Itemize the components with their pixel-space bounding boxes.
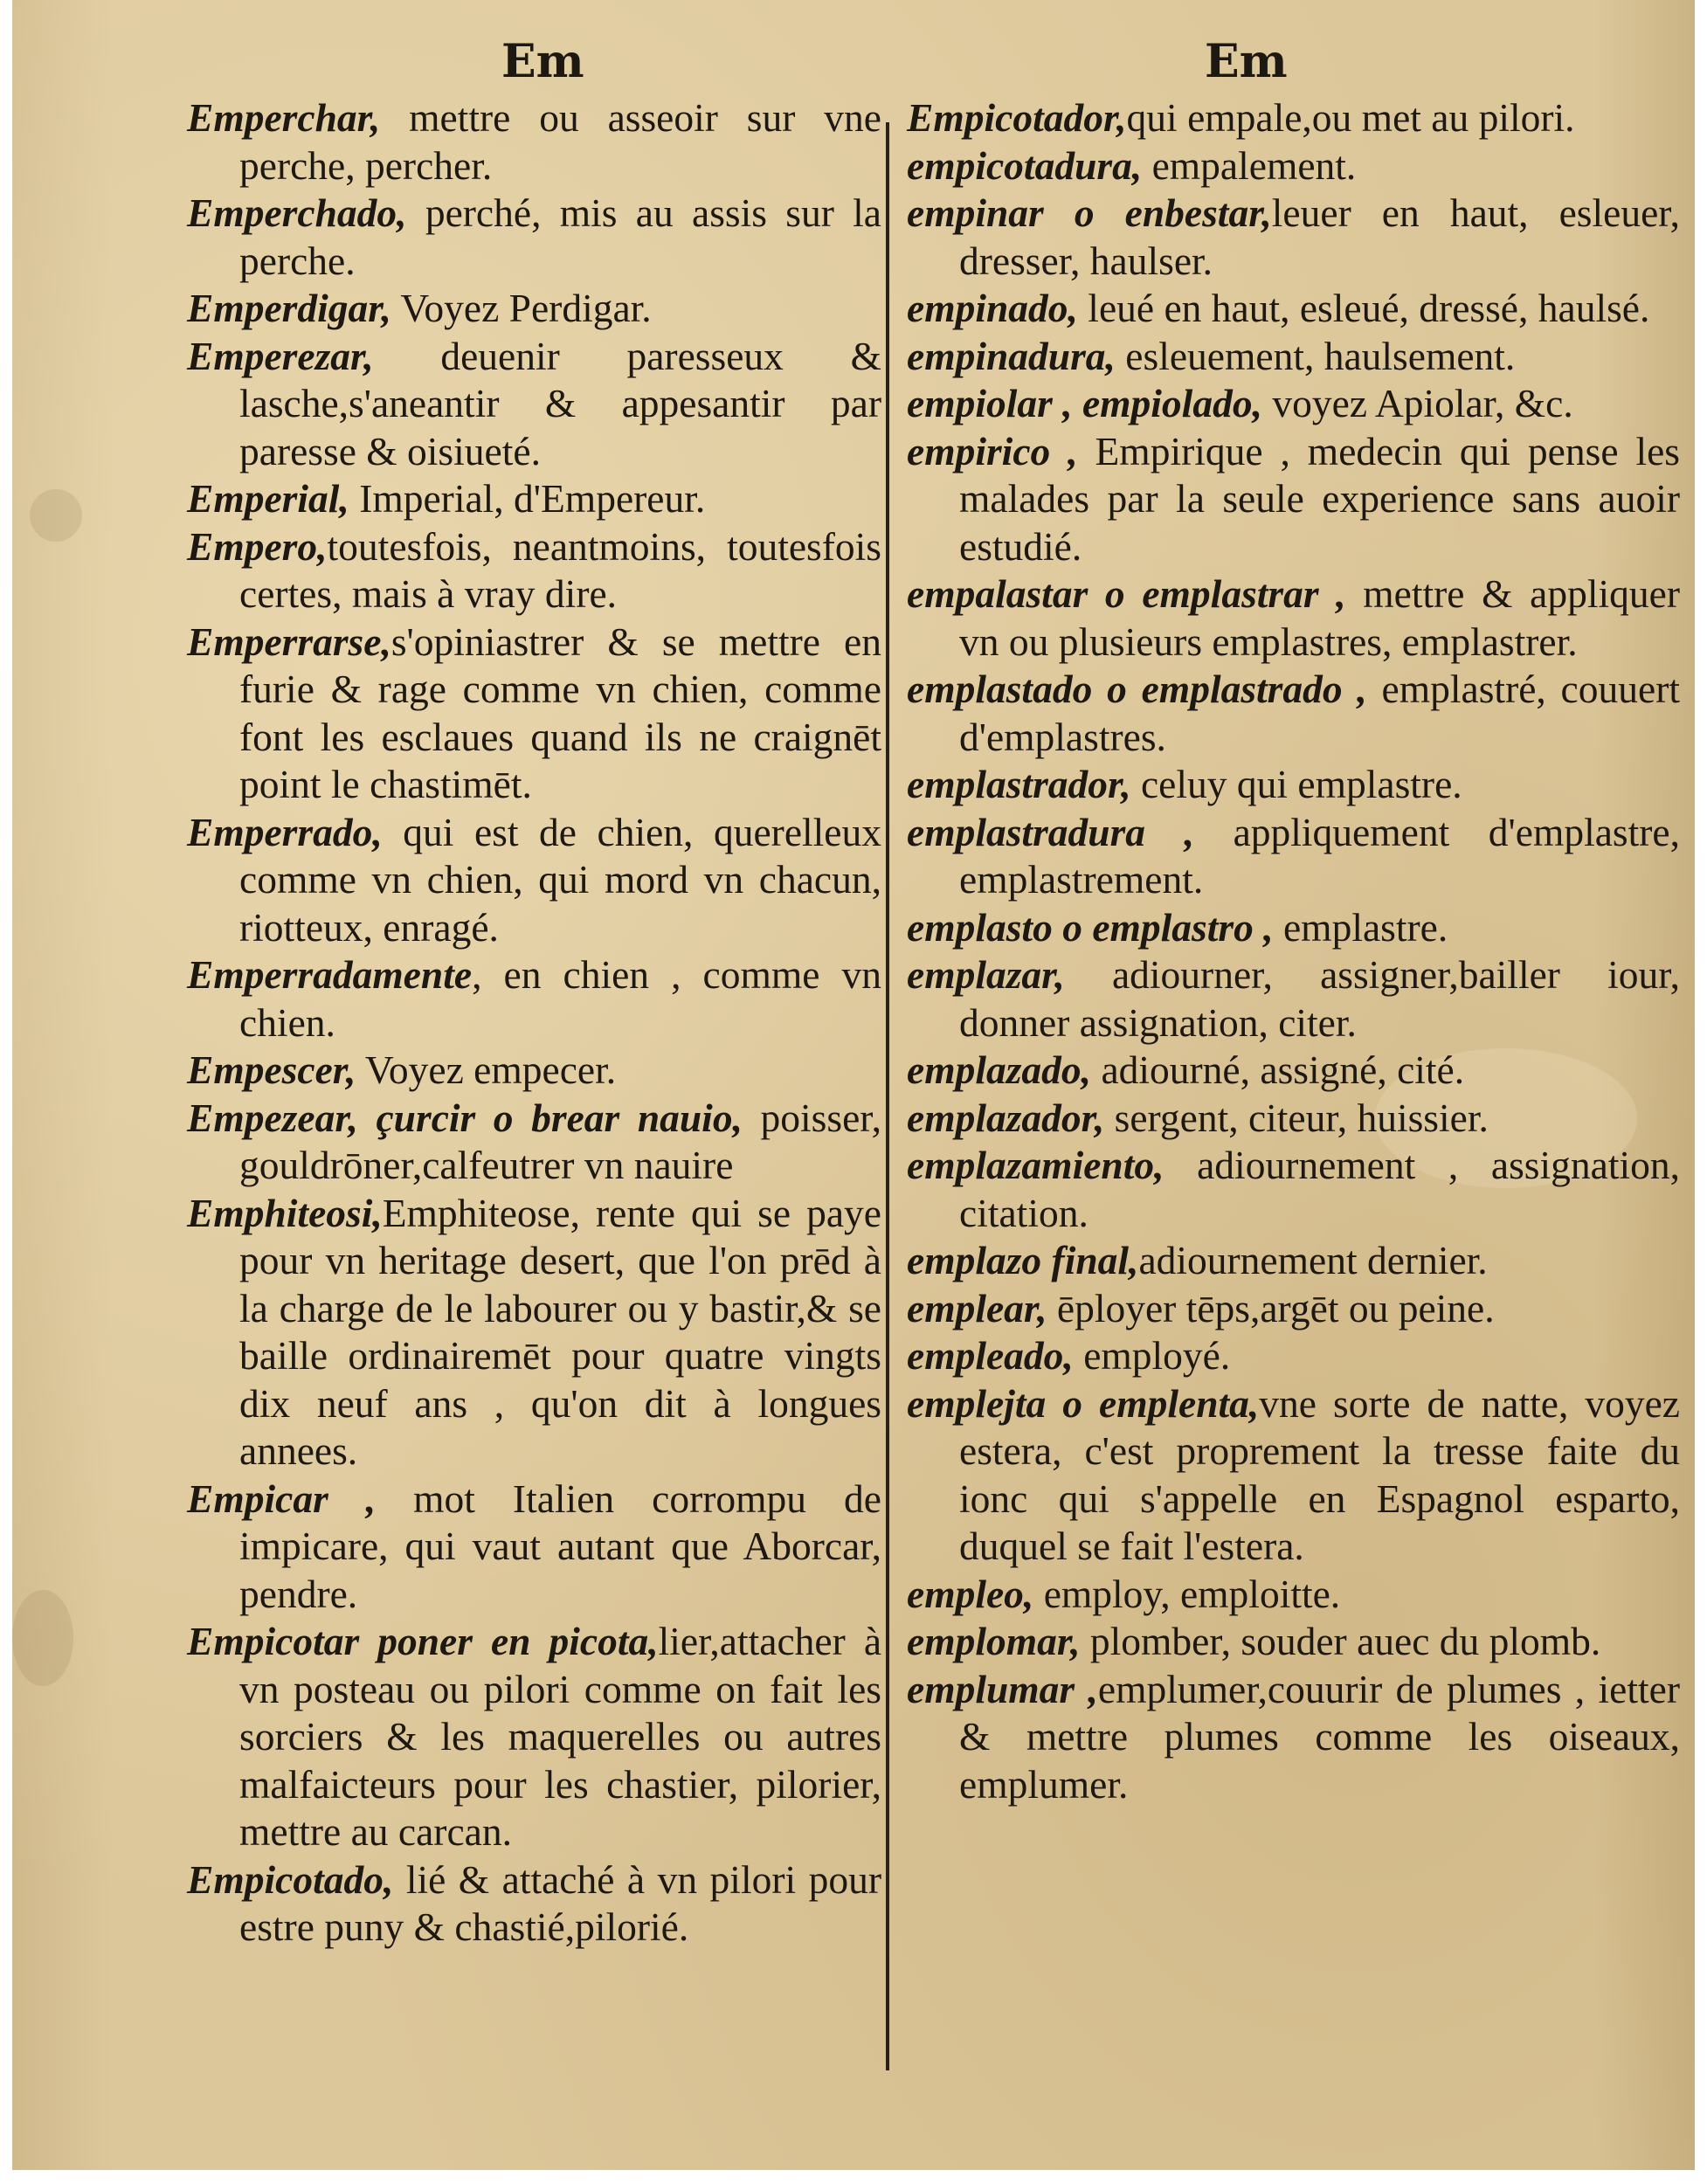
entry-definition: leué en haut, esleué, dressé, haulsé. bbox=[1077, 286, 1650, 330]
entry-headword: emplumar , bbox=[907, 1666, 1098, 1711]
dictionary-entry bbox=[187, 809, 881, 952]
entry-headword: empinar o enbestar, bbox=[907, 190, 1272, 235]
entry-definition: Empirique , medecin qui pense les malades par la seule experience sans auoir estudié. bbox=[959, 428, 1680, 569]
dictionary-entry bbox=[187, 523, 881, 619]
dictionary-entry bbox=[907, 1571, 1680, 1619]
dictionary-entry bbox=[907, 1332, 1680, 1380]
entry-definition: mettre & appliquer vn ou plusieurs emplastres, emplastrer. bbox=[959, 571, 1680, 664]
entry-headword: Emperchado, bbox=[187, 190, 407, 235]
entry-definition: lier,attacher à vn posteau ou pilori comme on fait les sorciers & les maquerelles ou autres malfaicteurs pour les chastier, pilorier, mettre au carcan. bbox=[239, 1619, 882, 1854]
dictionary-entry bbox=[187, 285, 881, 333]
entry-headword: empalastar o emplastrar , bbox=[907, 571, 1346, 616]
entry-definition: adiourné, assigné, cité. bbox=[1091, 1047, 1465, 1092]
dictionary-entry bbox=[907, 1142, 1680, 1237]
entry-definition: Emphiteose, rente qui se paye pour vn heritage desert, que l'on prēd à la charge de le labourer ou y bastir,& se baille ordinairemēt pour quatre vingts dix neuf ans , qu'on dit à longues annees. bbox=[239, 1190, 881, 1473]
dictionary-entry bbox=[907, 666, 1680, 761]
entry-headword: Empezear, çurcir o brear nauio, bbox=[187, 1095, 743, 1140]
entry-headword: empinado, bbox=[907, 286, 1078, 330]
dictionary-entry bbox=[187, 94, 881, 190]
entry-headword: Emperial, bbox=[187, 476, 349, 521]
right-column bbox=[907, 94, 1680, 1808]
entry-definition: adiournement dernier. bbox=[1138, 1238, 1488, 1282]
dictionary-entry bbox=[907, 1237, 1680, 1285]
entry-headword: emplazo final, bbox=[907, 1238, 1139, 1282]
dictionary-entry bbox=[907, 428, 1680, 571]
dictionary-entry bbox=[907, 1666, 1680, 1809]
entry-definition: qui est de chien, querelleux comme vn chien, qui mord vn chacun, riotteux, enragé. bbox=[239, 809, 881, 950]
entry-definition: emplastre. bbox=[1273, 904, 1448, 950]
entry-headword: Emperrarse, bbox=[187, 619, 391, 664]
entry-definition: appliquement d'emplastre, emplastrement. bbox=[959, 809, 1680, 902]
entry-definition: leuer en haut, esleuer, dresser, haulser. bbox=[959, 190, 1681, 283]
entry-headword: Empicar , bbox=[187, 1476, 377, 1521]
dictionary-entry bbox=[907, 94, 1680, 142]
entry-definition: ēployer tēps,argēt ou peine. bbox=[1047, 1285, 1495, 1330]
entry-headword: emplazador, bbox=[907, 1095, 1105, 1140]
dictionary-entry bbox=[907, 1095, 1680, 1143]
page-stain bbox=[30, 489, 82, 542]
entry-definition: adiournement , assignation, citation. bbox=[959, 1143, 1680, 1235]
left-column bbox=[187, 94, 881, 1952]
dictionary-entry bbox=[187, 190, 881, 285]
entry-definition: empalement. bbox=[1142, 142, 1357, 188]
dictionary-entry bbox=[187, 619, 881, 809]
dictionary-entry bbox=[187, 1476, 881, 1619]
entry-definition: , en chien , comme vn chien. bbox=[239, 952, 881, 1045]
dictionary-entry bbox=[907, 285, 1680, 333]
entry-definition: qui empale,ou met au pilori. bbox=[1126, 95, 1575, 140]
entry-headword: Emperrado, bbox=[187, 809, 383, 854]
entry-definition: deuenir paresseux & lasche,s'aneantir & appesantir par paresse & oisiueté. bbox=[239, 333, 881, 473]
entry-headword: Emphiteosi, bbox=[187, 1190, 383, 1235]
right-running-header: Em bbox=[1205, 35, 1288, 88]
entry-headword: emplasto o emplastro , bbox=[907, 904, 1274, 950]
entry-headword: emplejta o emplenta, bbox=[907, 1380, 1260, 1426]
dictionary-entry bbox=[907, 1618, 1680, 1666]
dictionary-entry bbox=[187, 1190, 881, 1476]
dictionary-entry bbox=[187, 951, 881, 1047]
entry-headword: Empicotado, bbox=[187, 1856, 394, 1902]
entry-headword: Emperradamente bbox=[187, 952, 473, 997]
dictionary-entry bbox=[187, 1095, 881, 1190]
entry-headword: Empescer, bbox=[187, 1047, 356, 1092]
book-page bbox=[12, 0, 1695, 2170]
entry-definition: mot Italien corrompu de impicare, qui vaut autant que Aborcar, pendre. bbox=[239, 1476, 881, 1616]
dictionary-entry bbox=[187, 1618, 881, 1856]
entry-headword: empirico , bbox=[907, 428, 1078, 473]
dictionary-entry bbox=[187, 475, 881, 523]
entry-definition: Voyez empecer. bbox=[356, 1047, 617, 1092]
entry-headword: empiolar , empiolado, bbox=[907, 381, 1262, 425]
entry-headword: emplazar, bbox=[907, 952, 1065, 997]
entry-definition: esleuement, haulsement. bbox=[1115, 333, 1516, 378]
entry-headword: emplear, bbox=[907, 1285, 1047, 1330]
entry-definition: Imperial, d'Empereur. bbox=[349, 476, 706, 521]
entry-definition: lié & attaché à vn pilori pour estre puny & chastié,pilorié. bbox=[239, 1856, 881, 1949]
dictionary-entry bbox=[907, 570, 1680, 666]
dictionary-entry bbox=[907, 951, 1680, 1047]
entry-definition: voyez Apiolar, &c. bbox=[1261, 381, 1573, 425]
entry-definition: sergent, citeur, huissier. bbox=[1104, 1095, 1489, 1140]
dictionary-entry bbox=[907, 1285, 1680, 1333]
dictionary-entry bbox=[187, 1856, 881, 1952]
entry-headword: Empero, bbox=[187, 523, 328, 569]
entry-definition: mettre ou asseoir sur vne perche, percher. bbox=[239, 95, 881, 188]
left-running-header: Em bbox=[501, 35, 584, 88]
entry-headword: Emperezar, bbox=[187, 333, 374, 378]
dictionary-entry bbox=[907, 380, 1680, 428]
dictionary-entry bbox=[907, 904, 1680, 952]
entry-headword: Empicotador, bbox=[907, 95, 1127, 140]
entry-headword: emplazamiento, bbox=[907, 1143, 1164, 1187]
dictionary-entry bbox=[187, 333, 881, 476]
entry-headword: Emperdigar, bbox=[187, 286, 391, 330]
entry-definition: s'opiniastrer & se mettre en furie & rage comme vn chien, comme font les esclaues quand ils ne craignēt point le chastimēt. bbox=[239, 619, 881, 806]
entry-definition: toutesfois, neantmoins, toutesfois certes, mais à vray dire. bbox=[239, 523, 881, 616]
dictionary-entry bbox=[907, 333, 1680, 381]
page-stain bbox=[12, 1590, 73, 1686]
entry-definition: perché, mis au assis sur la perche. bbox=[239, 190, 881, 283]
entry-headword: emplastrador, bbox=[907, 762, 1131, 806]
entry-headword: empinadura, bbox=[907, 333, 1116, 378]
entry-definition: plomber, souder auec du plomb. bbox=[1080, 1619, 1601, 1663]
entry-headword: empleo, bbox=[907, 1571, 1034, 1616]
entry-definition: employé. bbox=[1073, 1333, 1231, 1378]
dictionary-entry bbox=[907, 142, 1680, 190]
entry-definition: emplastré, couuert d'emplastres. bbox=[959, 667, 1680, 759]
entry-headword: empleado, bbox=[907, 1333, 1074, 1378]
entry-definition: adiourner, assigner,bailler iour, donner assignation, citer. bbox=[959, 952, 1680, 1045]
entry-headword: Empicotar poner en picota, bbox=[187, 1619, 659, 1663]
entry-definition: emplumer,couurir de plumes , ietter & mettre plumes comme les oiseaux, emplumer. bbox=[959, 1666, 1680, 1807]
dictionary-entry bbox=[907, 761, 1680, 809]
dictionary-entry bbox=[907, 1047, 1680, 1095]
entry-definition: employ, emploitte. bbox=[1033, 1571, 1341, 1616]
entry-definition: Voyez Perdigar. bbox=[390, 286, 652, 330]
dictionary-entry bbox=[907, 190, 1680, 285]
entry-headword: empicotadura, bbox=[907, 142, 1143, 188]
dictionary-entry bbox=[187, 1047, 881, 1095]
entry-headword: emplazado, bbox=[907, 1047, 1092, 1092]
column-divider bbox=[886, 122, 889, 2070]
entry-headword: Emperchar, bbox=[187, 95, 381, 140]
entry-headword: emplastado o emplastrado , bbox=[907, 667, 1367, 711]
dictionary-entry bbox=[907, 1380, 1680, 1571]
entry-headword: emplastradura , bbox=[907, 809, 1194, 854]
entry-headword: emplomar, bbox=[907, 1619, 1081, 1663]
entry-definition: celuy qui emplastre. bbox=[1130, 762, 1462, 806]
dictionary-entry bbox=[907, 809, 1680, 904]
entry-definition: poisser, gouldrōner,calfeutrer vn nauire bbox=[239, 1095, 881, 1187]
entry-definition: vne sorte de natte, voyez estera, c'est proprement la tresse faite du ionc qui s'appelle en Espagnol esparto, duquel se fait l'estera. bbox=[959, 1380, 1680, 1568]
